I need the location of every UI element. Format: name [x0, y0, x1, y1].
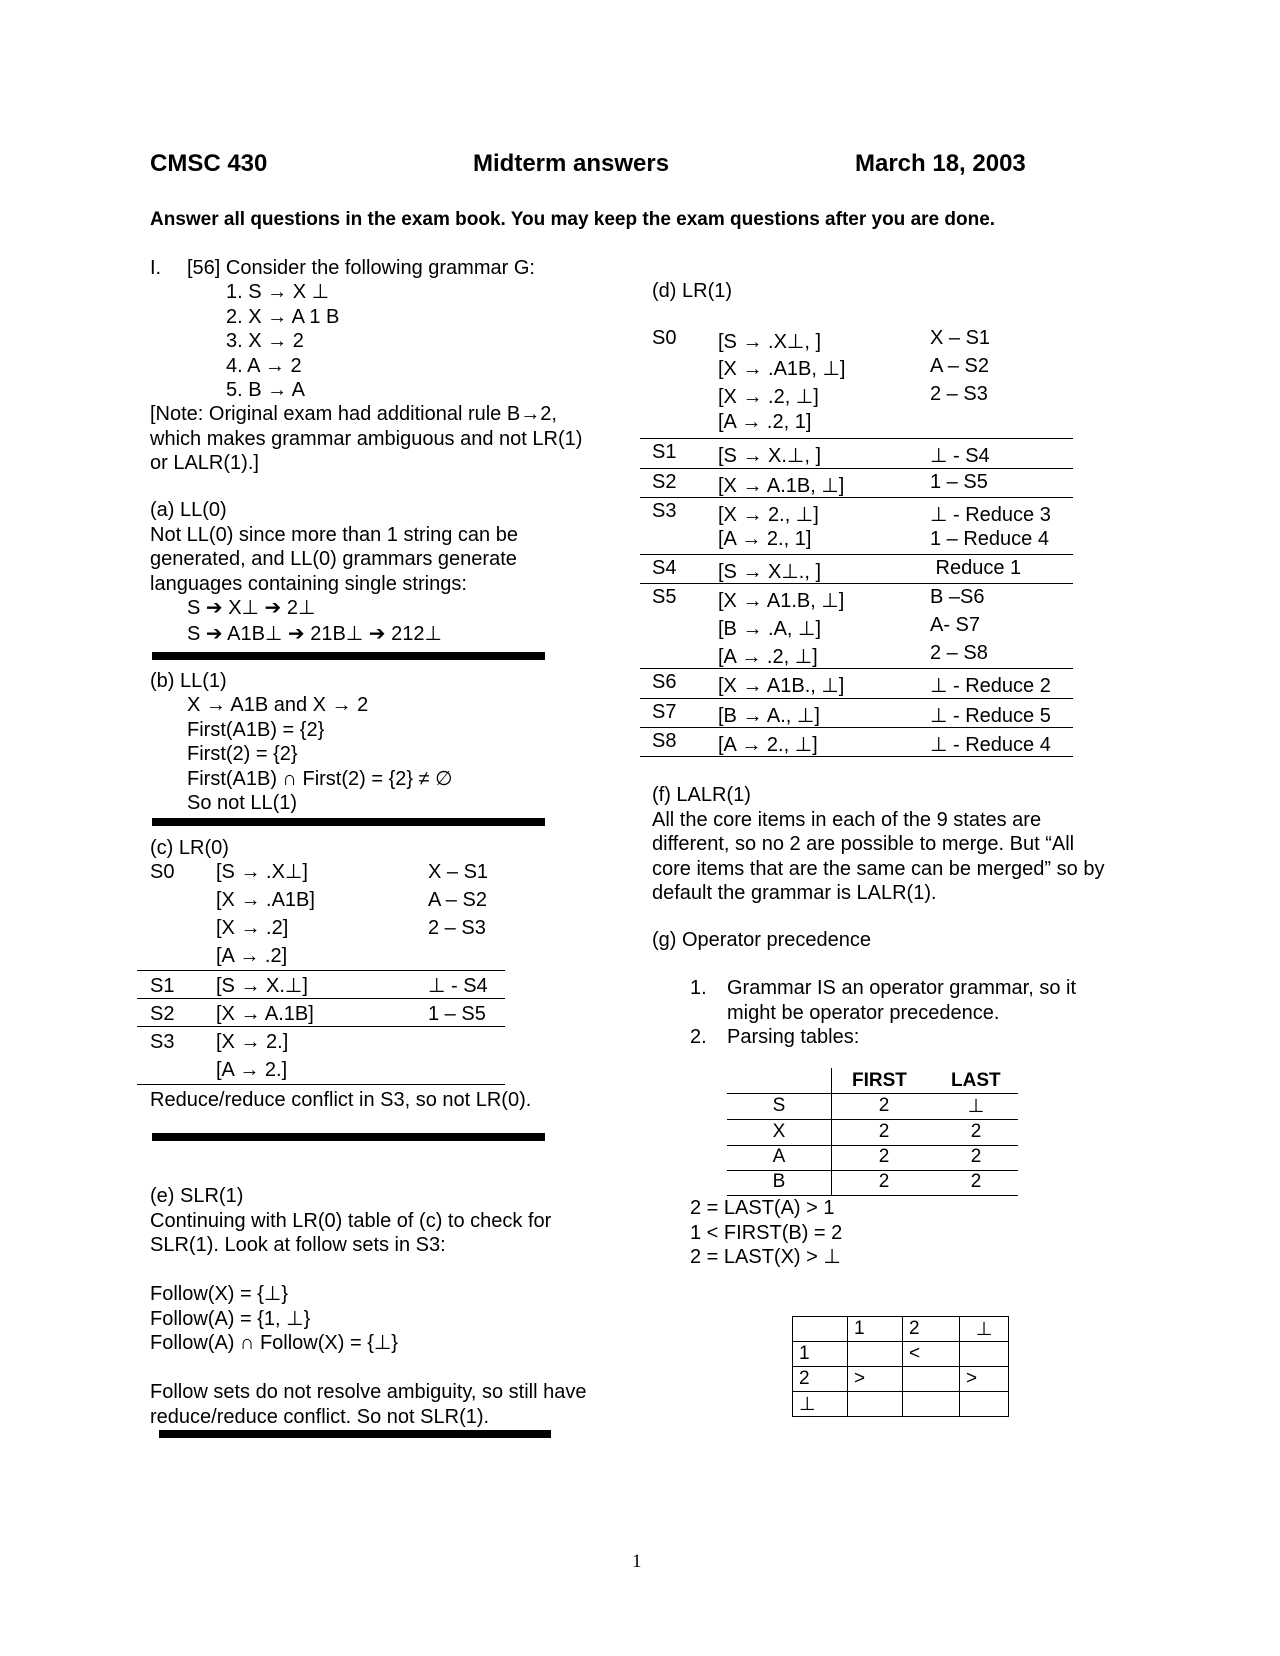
lr1-action: 1 – S5 [930, 471, 988, 493]
lr0-action: ⊥ - S4 [428, 975, 488, 997]
part-b-title: (b) LL(1) [150, 670, 227, 692]
lr1-item: [A → 2., ⊥] [718, 734, 818, 756]
table-rule [640, 497, 1073, 498]
lr1-item: [X → A1.B, ⊥] [718, 590, 845, 612]
last-value: 2 [970, 1171, 982, 1192]
lr1-action: ⊥ - S4 [930, 445, 990, 467]
lr1-item: [B → .A, ⊥] [718, 618, 821, 640]
lr0-action: 1 – S5 [428, 1003, 486, 1025]
lr0-item: [X → A.1B] [216, 1003, 314, 1025]
lr1-item: [S → .X⊥, ] [718, 331, 821, 353]
part-a: (a) LL(0) Not LL(0) since more than 1 string can be generated, and LL(0) grammars generate languages containing single strings: [150, 499, 518, 595]
follow-sets: Follow(X) = {⊥} Follow(A) = {1, ⊥} Follow(A) ∩ Follow(X) = {⊥} [150, 1283, 398, 1354]
part-e: (e) SLR(1) Continuing with LR(0) table of (c) to check for SLR(1). Look at follow sets in S3: [150, 1185, 552, 1256]
question-intro: [56] Consider the following grammar G: [187, 257, 535, 279]
first-value: 2 [878, 1146, 890, 1167]
lr1-item: [X → 2., ⊥] [718, 504, 819, 526]
table-rule [640, 668, 1073, 669]
prec-cell [848, 1342, 903, 1367]
lr1-state-label: S4 [652, 557, 677, 579]
section-divider [159, 1430, 551, 1438]
part-b-body: X → A1B and X → 2 First(A1B) = {2} First(2) = {2} First(A1B) ∩ First(2) = {2} ≠ ∅ So not LL(1) [187, 694, 453, 814]
lr0-item: [X → .2] [216, 917, 289, 939]
table-rule [137, 970, 505, 971]
lr1-item: [S → X⊥., ] [718, 561, 821, 583]
first-value: 2 [878, 1095, 890, 1116]
lr1-action: ⊥ - Reduce 2 [930, 675, 1051, 697]
prec-row-label: ⊥ [793, 1392, 848, 1417]
part-d-title: (d) LR(1) [652, 280, 733, 302]
nonterminal: A [772, 1146, 786, 1167]
part-a-derivations: S ➔ X⊥ ➔ 2⊥ S ➔ A1B⊥ ➔ 21B⊥ ➔ 212⊥ [187, 597, 442, 645]
lr1-action: 2 – S8 [930, 642, 988, 664]
lr1-item: [X → .2, ⊥] [718, 386, 819, 408]
nonterminal: S [772, 1095, 786, 1116]
part-f-title: (f) LALR(1) [652, 784, 751, 806]
nonterminal: X [772, 1121, 786, 1142]
table-rule [640, 698, 1073, 699]
lr1-state-label: S5 [652, 586, 677, 608]
prec-header: 1 [848, 1317, 903, 1342]
first-value: 2 [878, 1171, 890, 1192]
lr0-action: 2 – S3 [428, 917, 486, 939]
lr0-item: [S → X.⊥] [216, 975, 308, 997]
lr1-action: Reduce 1 [930, 557, 1022, 579]
exam-date: March 18, 2003 [855, 150, 1026, 177]
precedence-table [792, 1316, 1009, 1417]
question-number: I. [150, 257, 162, 279]
course-code: CMSC 430 [150, 150, 268, 177]
part-e-title: (e) SLR(1) [150, 1185, 244, 1207]
lr1-action: X – S1 [930, 327, 991, 349]
lr0-action: X – S1 [428, 861, 489, 883]
page-title: Midterm answers [473, 150, 670, 177]
table-rule [640, 756, 1073, 757]
lr0-state-label: S0 [150, 861, 175, 883]
lr1-item: [X → .A1B, ⊥] [718, 358, 846, 380]
list-item: Grammar IS an operator grammar, so it might be operator precedence. [727, 977, 1077, 1024]
lr0-state-label: S2 [150, 1003, 175, 1025]
part-c-conclusion: Reduce/reduce conflict in S3, so not LR(0). [150, 1089, 532, 1111]
table-rule [640, 727, 1073, 728]
lr0-action: A – S2 [428, 889, 487, 911]
lr1-state-label: S3 [652, 500, 677, 522]
page-number: 1 [632, 1551, 642, 1572]
last-header: LAST [951, 1070, 1001, 1091]
grammar-rules [226, 280, 339, 403]
prec-cell: < [903, 1342, 960, 1367]
nonterminal: B [772, 1171, 786, 1192]
precedence-relations: 2 = LAST(A) > 1 1 < FIRST(B) = 2 2 = LAST(X) > ⊥ [690, 1197, 843, 1268]
lr1-state-label: S0 [652, 327, 677, 349]
lr1-item: [X → A1B., ⊥] [718, 675, 845, 697]
part-a-title: (a) LL(0) [150, 499, 227, 521]
lr1-state-label: S7 [652, 701, 677, 723]
lr0-item: [A → 2.] [216, 1059, 288, 1081]
instructions: Answer all questions in the exam book. You may keep the exam questions after you are done. [150, 209, 996, 230]
lr0-item: [X → .A1B] [216, 889, 315, 911]
lr1-action: ⊥ - Reduce 3 [930, 504, 1051, 526]
prec-cell [960, 1342, 1009, 1367]
table-rule [137, 1084, 505, 1085]
lr1-item: [A → .2, 1] [718, 411, 812, 433]
lr1-action: 2 – S3 [930, 383, 988, 405]
prec-cell [960, 1392, 1009, 1417]
first-header: FIRST [852, 1070, 907, 1091]
part-g-title: (g) Operator precedence [652, 929, 872, 951]
lr1-action: ⊥ - Reduce 4 [930, 734, 1051, 756]
lr1-item: [X → A.1B, ⊥] [718, 475, 845, 497]
lr1-action: 1 – Reduce 4 [930, 528, 1049, 550]
lr1-action: A- S7 [930, 614, 981, 636]
lr1-state-label: S6 [652, 671, 677, 693]
lr0-state-label: S1 [150, 975, 175, 997]
lr0-state-label: S3 [150, 1031, 175, 1053]
list-number: 1. [690, 977, 707, 999]
grammar-rule: 1. S → X ⊥ [226, 281, 330, 303]
prec-row-label: 1 [793, 1342, 848, 1367]
lr1-action: A – S2 [930, 355, 989, 377]
table-rule [640, 438, 1073, 439]
grammar-rule: 5. B → A [226, 379, 305, 401]
table-rule [137, 998, 505, 999]
note: [Note: Original exam had additional rule B→2, which makes grammar ambiguous and not LR(1) or LALR(1).] [150, 403, 583, 474]
lr1-action: B –S6 [930, 586, 985, 608]
part-f: (f) LALR(1) All the core items in each of the 9 states are different, so no 2 are possible to merge. But “All core items that are the same can be merged” so by default the grammar is LALR(1). [652, 784, 1105, 904]
lr1-item: [B → A., ⊥] [718, 705, 820, 727]
section-divider [152, 818, 545, 826]
lr1-item: [S → X.⊥, ] [718, 445, 821, 467]
grammar-rule: 2. X → A 1 B [226, 305, 340, 328]
prec-cell [848, 1392, 903, 1417]
table-rule [137, 1026, 505, 1027]
lr1-state-label: S8 [652, 730, 677, 752]
list-number: 2. [690, 1026, 707, 1048]
lr1-item: [A → 2., 1] [718, 528, 812, 550]
last-value: ⊥ [967, 1096, 985, 1117]
part-e-conclusion: Follow sets do not resolve ambiguity, so still have reduce/reduce conflict. So not SLR(1). [150, 1381, 587, 1428]
grammar-rule: 4. A → 2 [226, 354, 302, 377]
prec-cell: > [960, 1367, 1009, 1392]
lr1-action: ⊥ - Reduce 5 [930, 705, 1051, 727]
lr1-state-label: S2 [652, 471, 677, 493]
lr0-item: [S → .X⊥] [216, 861, 308, 883]
prec-cell [903, 1367, 960, 1392]
prec-cell [903, 1392, 960, 1417]
first-value: 2 [878, 1121, 890, 1142]
table-rule [640, 468, 1073, 469]
prec-cell: > [848, 1367, 903, 1392]
last-value: 2 [970, 1121, 982, 1142]
table-rule [640, 554, 1073, 555]
part-c-title: (c) LR(0) [150, 837, 229, 859]
lr1-state-label: S1 [652, 441, 677, 463]
list-item: Parsing tables: [727, 1026, 860, 1048]
prec-header: ⊥ [960, 1317, 1009, 1342]
section-divider [152, 652, 545, 660]
prec-header: 2 [903, 1317, 960, 1342]
lr0-item: [X → 2.] [216, 1031, 289, 1053]
grammar-rule: 3. X → 2 [226, 330, 304, 352]
lr0-item: [A → .2] [216, 945, 288, 967]
lr1-item: [A → .2, ⊥] [718, 646, 818, 668]
prec-row-label: 2 [793, 1367, 848, 1392]
table-rule [640, 583, 1073, 584]
last-value: 2 [970, 1146, 982, 1167]
section-divider [152, 1133, 545, 1141]
